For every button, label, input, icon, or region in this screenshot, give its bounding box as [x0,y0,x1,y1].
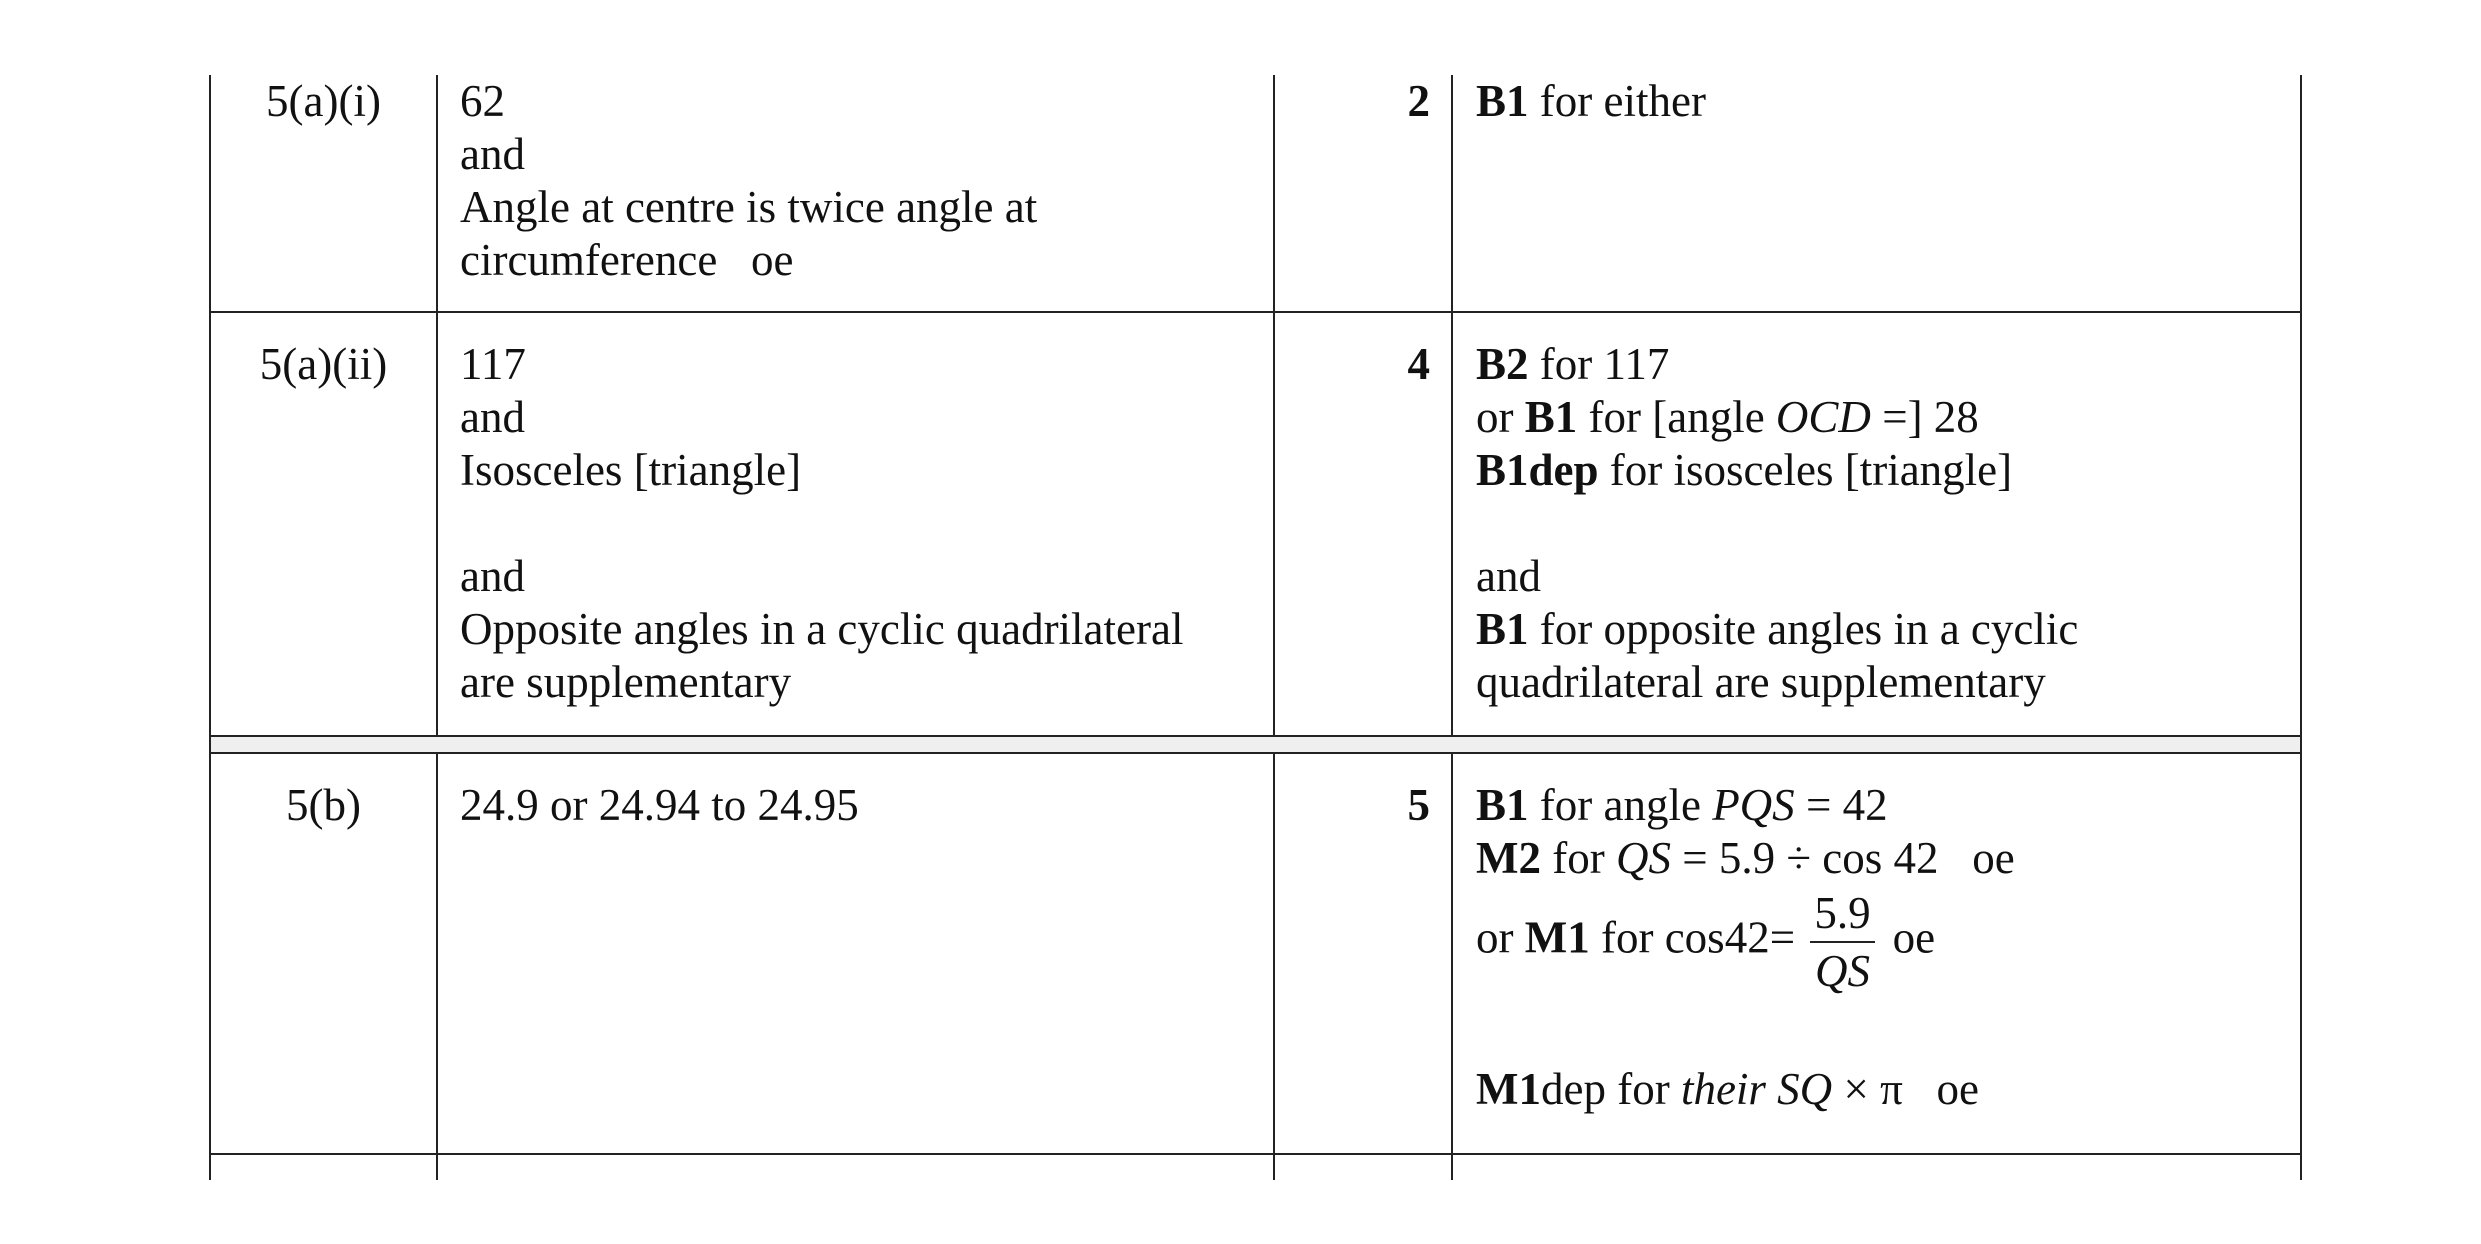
guidance-line: M2 for QS = 5.9 ÷ cos 42 oe [1476,833,2015,883]
answer-cell [460,75,1037,287]
blank-line [1476,497,2078,550]
answer-cell [460,779,859,832]
mark-code: B1 [1476,76,1529,126]
table-divider-question [436,75,438,1180]
marks-value: 4 [1407,339,1430,389]
answer-line: 117 [460,339,526,389]
answer-line: circumference oe [460,235,794,285]
row-separator [209,1153,2302,1155]
table-divider-answer [1273,75,1275,1180]
marks-cell [1275,779,1430,832]
table-border-right [2300,75,2302,1180]
guidance-line: B1 for either [1476,76,1706,126]
guidance-cell [1476,338,2078,709]
marks-cell [1275,75,1430,128]
guidance-line-fraction: or M1 for cos42= $\frac{5.9}{QS}$ oe [1476,888,1936,996]
marks-cell [1275,338,1430,391]
question-number: 5(a)(ii) [259,339,388,389]
guidance-line: quadrilateral are supplementary [1476,657,2046,707]
guidance-cell [1476,75,1706,128]
fraction-denominator: QS [1814,946,1870,996]
answer-line: 24.9 or 24.94 to 24.95 [460,780,859,830]
guidance-line: B2 for 117 [1476,339,1670,389]
fraction-numerator: 5.9 [1810,893,1874,943]
answer-line: and [460,392,525,442]
marks-value: 2 [1407,76,1430,126]
guidance-line: B1 for opposite angles in a cyclic [1476,604,2079,654]
answer-line: Isosceles [triangle] [460,445,802,495]
row-separator [209,752,2302,754]
guidance-line: B1dep for isosceles [triangle] [1476,445,2013,495]
row-separator [209,311,2302,313]
answer-line: Opposite angles in a cyclic quadrilateral [460,604,1184,654]
answer-line: and [460,551,525,601]
question-number: 5(a)(i) [266,76,381,126]
guidance-cell [1476,779,2015,1116]
answer-line: Angle at centre is twice angle at [460,182,1038,232]
question-number: 5(b) [286,780,361,830]
answer-line: 62 [460,76,505,126]
table-border-left [209,75,211,1180]
guidance-line: and [1476,551,1541,601]
guidance-line: M1dep for their SQ × π oe [1476,1064,1980,1114]
answer-line: and [460,129,525,179]
blank-line [460,497,1183,550]
guidance-line: B1 for angle PQS = 42 [1476,780,1888,830]
row-gap-band [211,737,2300,753]
marks-value: 5 [1407,780,1430,830]
guidance-line: or B1 for [angle OCD =] 28 [1476,392,1979,442]
fraction [1810,888,1874,996]
row-separator [209,735,2302,737]
answer-cell [460,338,1183,709]
answer-line: are supplementary [460,657,792,707]
table-divider-marks [1451,75,1453,1180]
